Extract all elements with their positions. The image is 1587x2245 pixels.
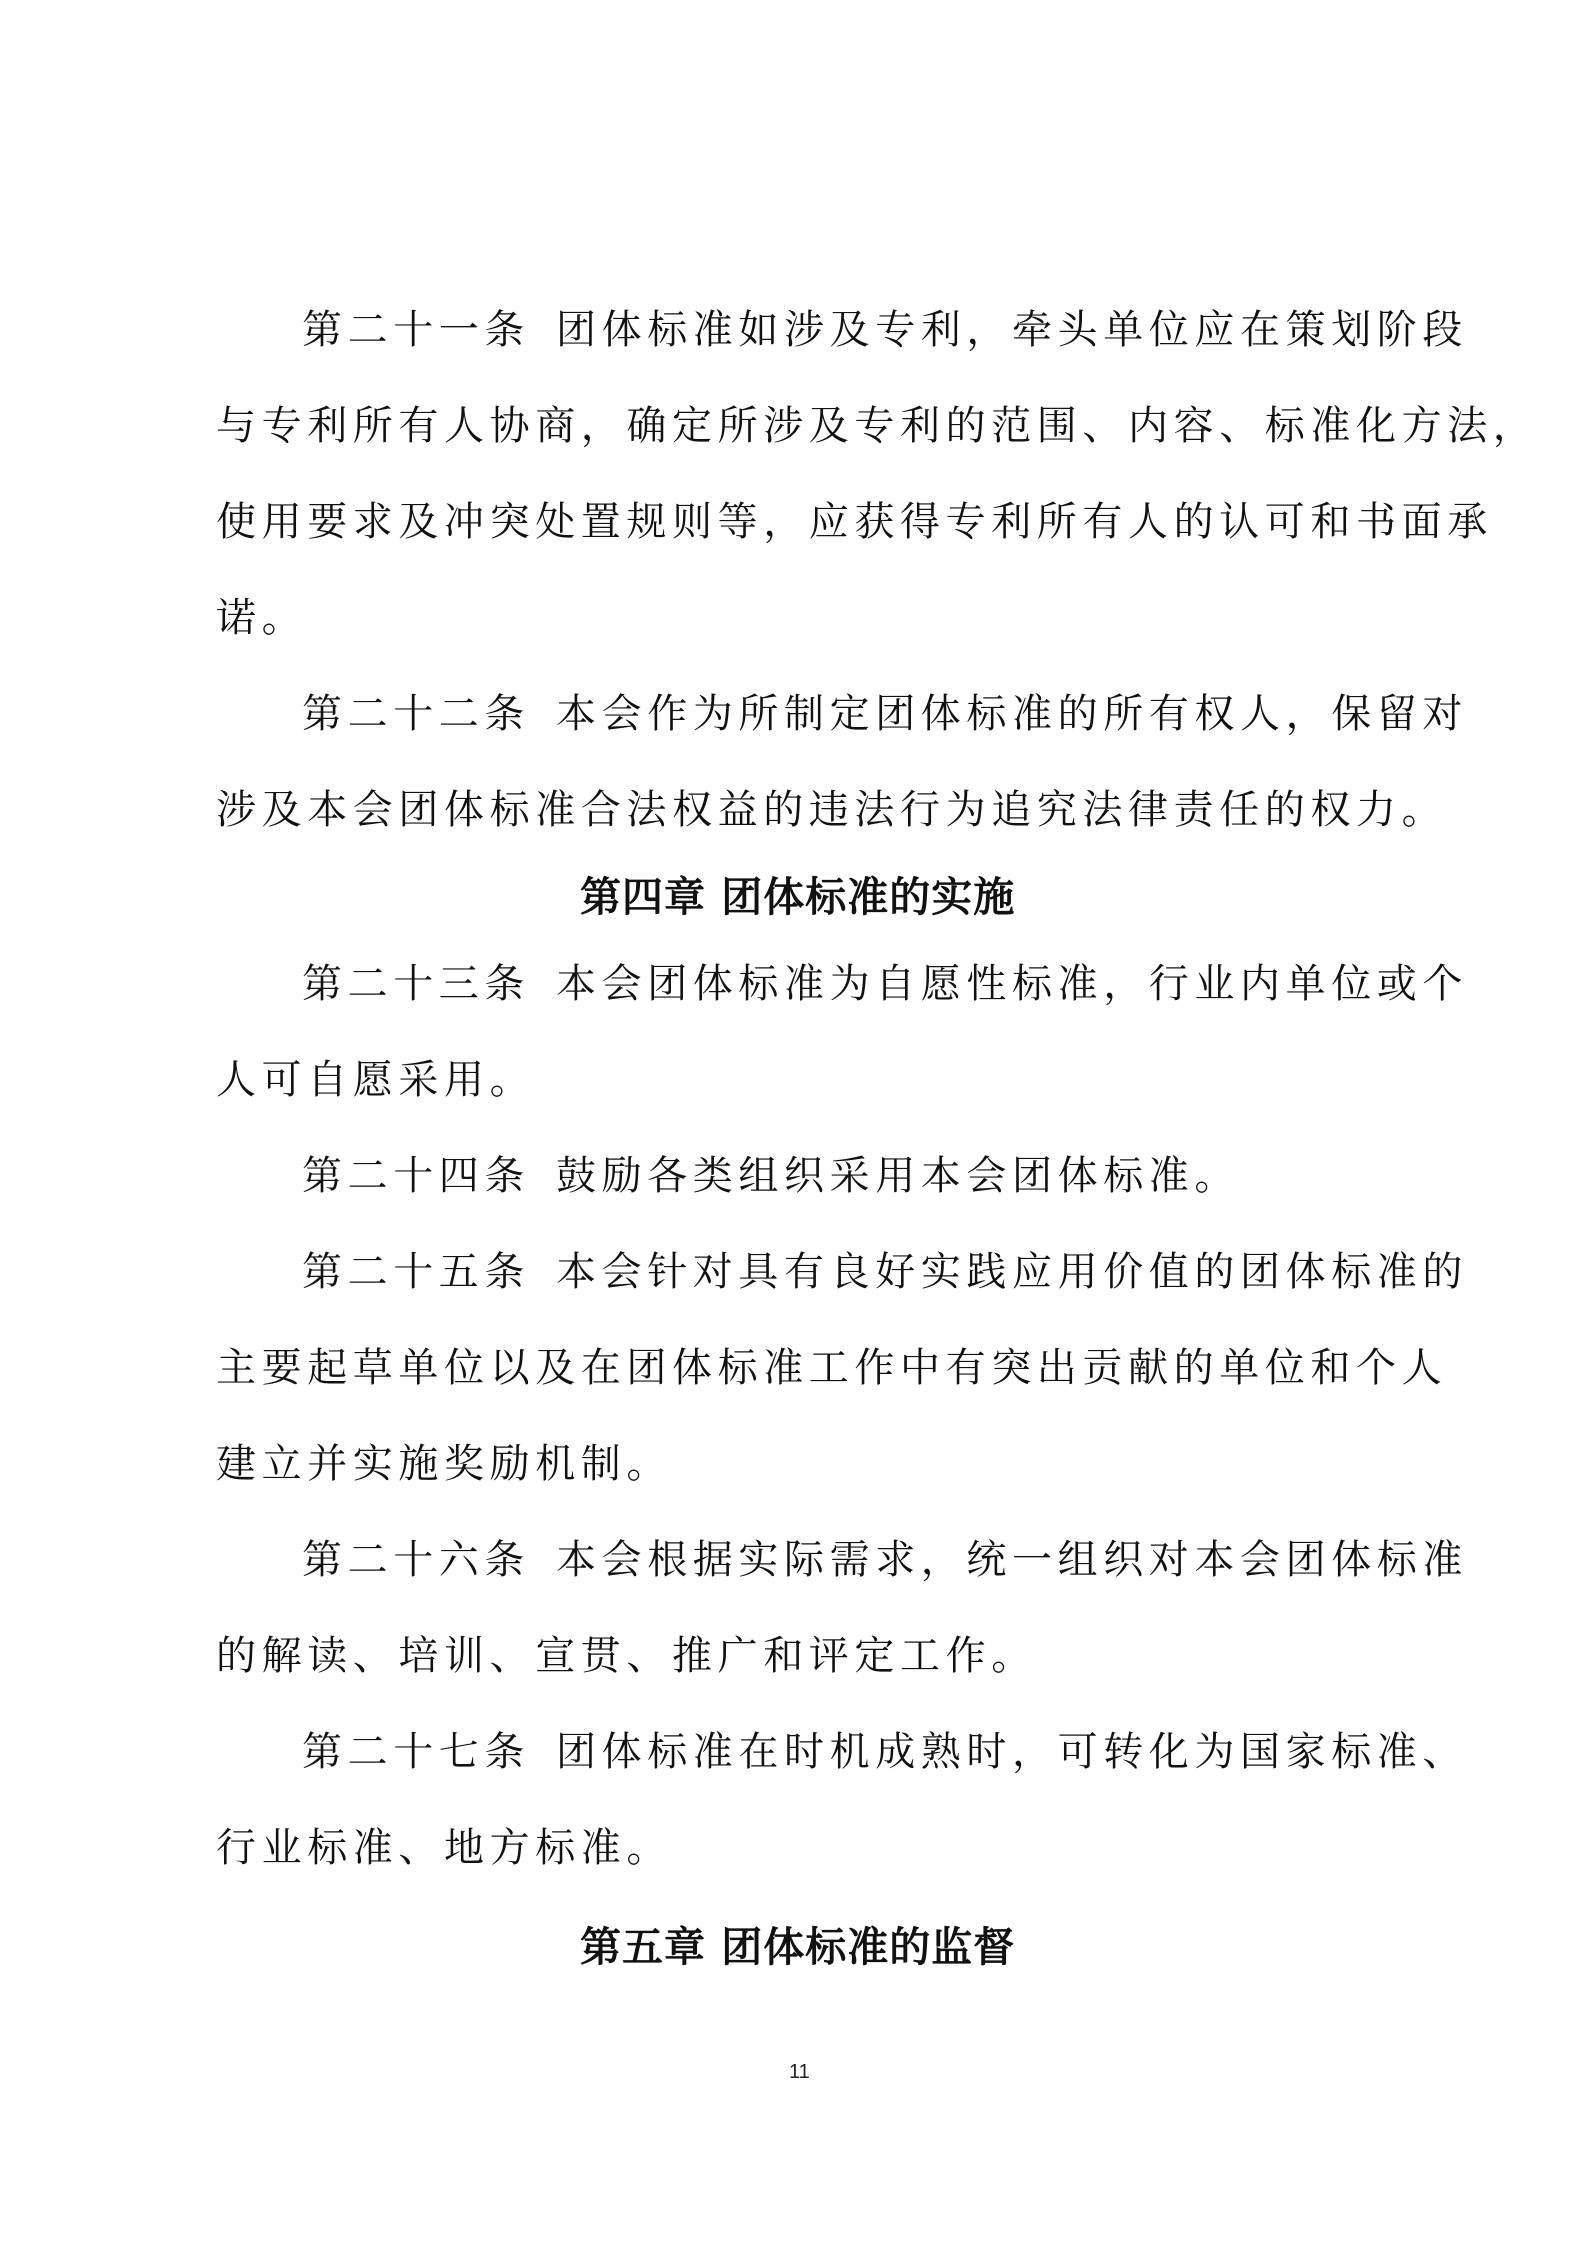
article-21-text-2: 与专利所有人协商，确定所涉及专利的范围、内容、标准化方法， [216,403,1539,449]
article-21-number: 第二十一条 [302,307,530,353]
article-26-line-2 [216,1632,1037,1680]
article-24-number: 第二十四条 [302,1153,530,1199]
article-25-text-1: 本会针对具有良好实践应用价值的团体标准的 [556,1249,1468,1295]
article-21-line-1 [302,306,1468,354]
chapter-5-heading: 第五章 团体标准的监督 [580,1923,1016,1971]
article-21-line-2 [216,402,1538,450]
article-21-text-4: 诺。 [216,595,308,641]
article-23-line-2 [216,1056,535,1104]
article-23-line-1 [302,960,1468,1008]
article-27-text-1: 团体标准在时机成熟时，可转化为国家标准、 [556,1729,1468,1775]
article-27-number: 第二十七条 [302,1729,530,1775]
article-22-text-2: 涉及本会团体标准合法权益的违法行为追究法律责任的权力。 [216,787,1448,833]
article-21-line-4 [216,594,307,642]
article-25-number: 第二十五条 [302,1249,530,1295]
article-25-line-3 [216,1440,672,1488]
article-22-number: 第二十二条 [302,691,530,737]
article-27-line-2 [216,1824,672,1872]
article-27-line-1 [302,1728,1468,1776]
article-21-text-1: 团体标准如涉及专利，牵头单位应在策划阶段 [556,307,1468,353]
article-22-line-1 [302,690,1468,738]
article-26-text-1: 本会根据实际需求，统一组织对本会团体标准 [556,1537,1468,1583]
article-25-text-3: 建立并实施奖励机制。 [216,1441,672,1487]
article-25-line-2 [216,1344,1447,1392]
article-26-line-1 [302,1536,1468,1584]
article-22-line-2 [216,786,1447,834]
article-26-text-2: 的解读、培训、宣贯、推广和评定工作。 [216,1633,1037,1679]
article-26-number: 第二十六条 [302,1537,530,1583]
article-27-text-2: 行业标准、地方标准。 [216,1825,672,1871]
article-24-line-1 [302,1152,1240,1200]
article-24-text-1: 鼓励各类组织采用本会团体标准。 [556,1153,1240,1199]
page-number: 11 [789,2061,810,2083]
chapter-4-heading: 第四章 团体标准的实施 [580,873,1016,921]
article-25-text-2: 主要起草单位以及在团体标准工作中有突出贡献的单位和个人 [216,1345,1448,1391]
article-25-line-1 [302,1248,1468,1296]
article-21-text-3: 使用要求及冲突处置规则等，应获得专利所有人的认可和书面承 [216,499,1493,545]
article-21-line-3 [216,498,1493,546]
article-23-text-1: 本会团体标准为自愿性标准，行业内单位或个 [556,961,1468,1007]
article-23-text-2: 人可自愿采用。 [216,1057,536,1103]
article-22-text-1: 本会作为所制定团体标准的所有权人，保留对 [556,691,1468,737]
article-23-number: 第二十三条 [302,961,530,1007]
